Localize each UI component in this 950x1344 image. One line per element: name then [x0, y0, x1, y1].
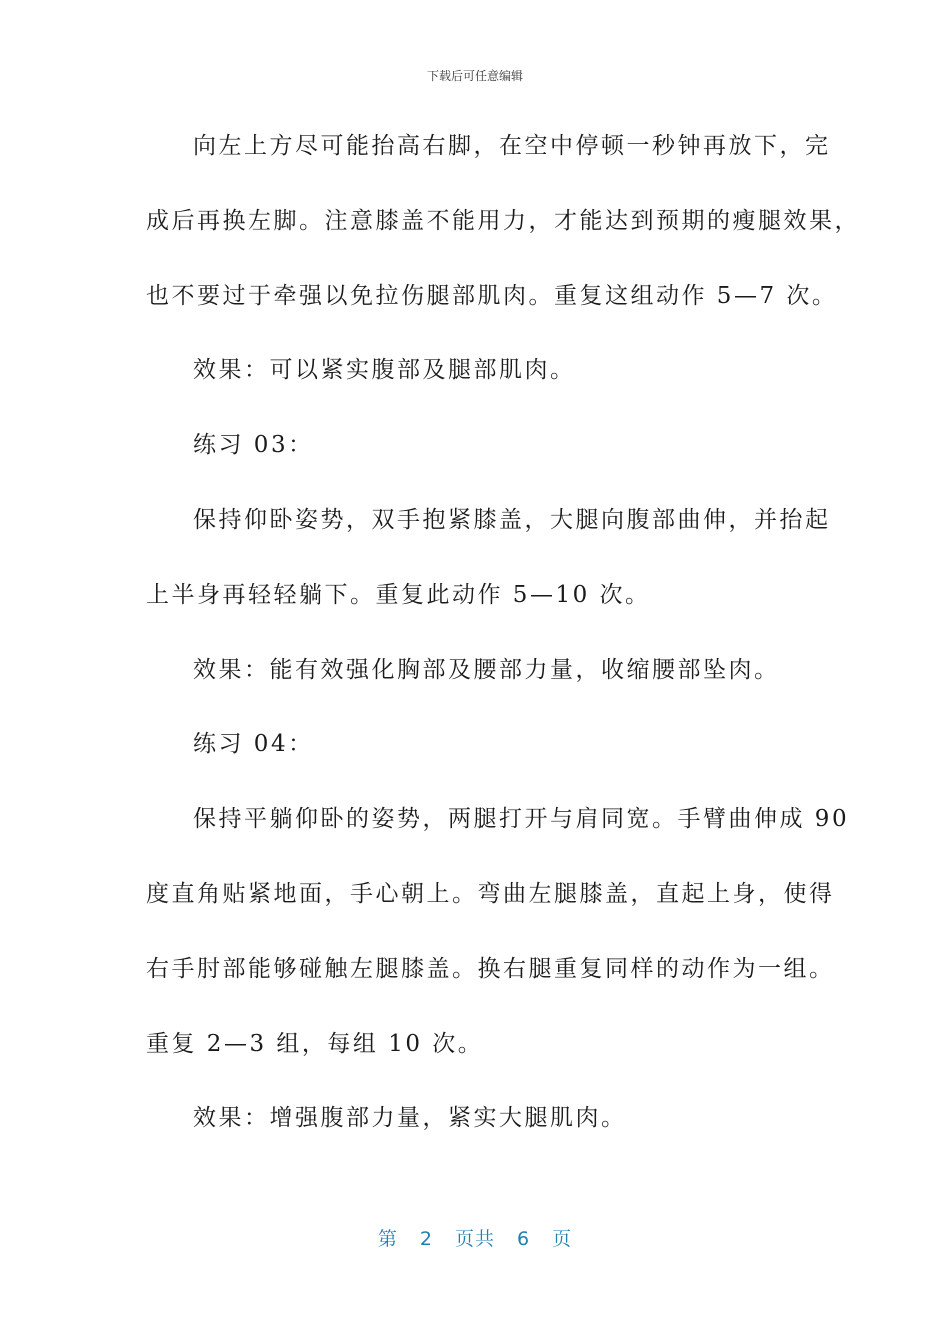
page-label-prefix: 第: [377, 1228, 398, 1250]
document-body: [146, 124, 860, 1171]
text-line: 上半身再轻轻躺下。重复此动作 5—10 次。: [146, 581, 651, 608]
page-label-mid: 页共: [454, 1228, 495, 1250]
text-line: 也不要过于牵强以免拉伤腿部肌肉。重复这组动作 5—7 次。: [146, 282, 838, 309]
text-line: 效果：增强腹部力量，紧实大腿肌肉。: [193, 1105, 627, 1132]
exercise-heading: 练习 03：: [193, 432, 314, 459]
text-line: 保持平躺仰卧的姿势，两腿打开与肩同宽。手臂曲伸成 90: [193, 806, 850, 833]
page-header: 下载后可任意编辑: [426, 69, 523, 83]
text-line: 保持仰卧姿势，双手抱紧膝盖，大腿向腹部曲伸，并抬起: [193, 506, 831, 533]
exercise-heading: 练习 04：: [193, 731, 314, 758]
text-line: 度直角贴紧地面，手心朝上。弯曲左腿膝盖，直起上身，使得: [146, 880, 835, 907]
text-line: 成后再换左脚。注意膝盖不能用力，才能达到预期的瘦腿效果，: [146, 207, 860, 234]
text-line: 重复 2—3 组，每组 10 次。: [146, 1030, 484, 1057]
text-line: 向左上方尽可能抬高右脚，在空中停顿一秒钟再放下，完: [193, 133, 831, 159]
text-line: 效果：能有效强化胸部及腰部力量，收缩腰部坠肉。: [193, 656, 780, 683]
text-line: 右手肘部能够碰触左腿膝盖。换右腿重复同样的动作为一组。: [146, 955, 835, 982]
page-footer: [0, 1224, 950, 1251]
total-pages-number: 6: [517, 1228, 531, 1250]
page-label-suffix: 页: [552, 1228, 573, 1250]
current-page-number: 2: [419, 1228, 433, 1250]
text-line: 效果：可以紧实腹部及腿部肌肉。: [193, 357, 576, 384]
